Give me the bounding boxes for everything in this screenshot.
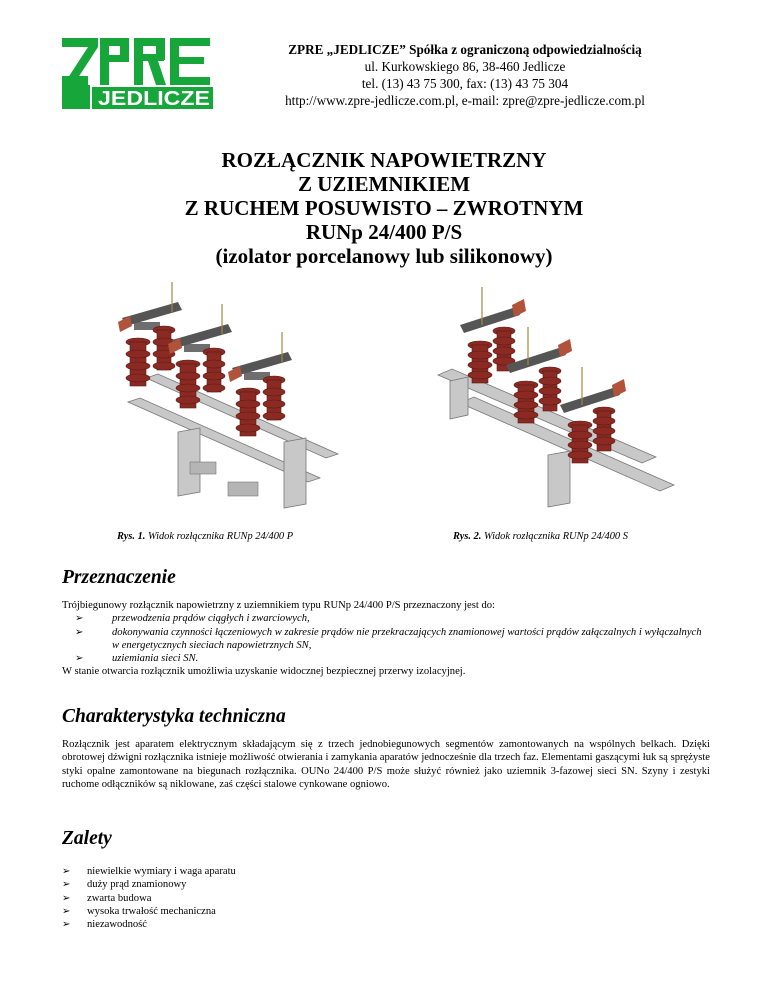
title-line: Z UZIEMNIKIEM	[297, 172, 471, 196]
arrow-bullet-icon: ➢	[62, 879, 71, 891]
purpose-intro: Trójbiegunowy rozłącznik napowietrzny z uziemnikiem typu RUNp 24/400 P/S przeznaczony jest do:	[62, 600, 495, 611]
list-item: ➢ przewodzenia prądów ciągłych i zwarciowych,	[75, 613, 310, 625]
title-line: (izolator porcelanowy lub silikonowy)	[215, 244, 553, 268]
list-item: ➢ duży prąd znamionowy	[62, 879, 187, 891]
company-logo	[62, 36, 214, 110]
figure-switch-s	[420, 285, 710, 510]
figure-2-text: Widok rozłącznika RUNp 24/400 S	[484, 531, 628, 542]
list-item: ➢ niezawodność	[62, 919, 148, 931]
arrow-bullet-icon: ➢	[75, 653, 84, 665]
list-item: ➢ niewielkie wymiary i waga aparatu	[62, 866, 236, 877]
figure-2-caption	[453, 531, 628, 542]
arrow-bullet-icon: ➢	[62, 892, 71, 904]
arrow-bullet-icon: ➢	[75, 613, 84, 625]
list-item: ➢ zwarta budowa	[62, 892, 152, 904]
list-item: ➢ uziemiania sieci SN.	[75, 653, 199, 665]
technical-text: Rozłącznik jest aparatem elektrycznym składającym się z trzech jednobiegunowych segmentów zamontowanych na wspólnych belkach. Dzięki obrotowej dźwigni rozłącznika istnieje możliwość otwierania i zamykania aparatów jednocześnie dla trzech faz. Elementami gaszącymi łuk są sprężyste styki opalne zamontowane na biegunach rozłącznika. OUNo 24/400 P/S może służyć również jako uziemnik 3-fazowej sieci SN. Szyny i zestyki ruchome odłączników są niklowane, zaś części stalowe cynkowane ogniowo.	[62, 739, 710, 790]
company-info	[230, 41, 700, 109]
company-name: ZPRE „JEDLICZE” Spółka z ograniczoną odpowiedzialnością	[288, 42, 642, 57]
advantages-list	[62, 865, 710, 931]
purpose-section	[62, 599, 710, 679]
section-heading-purpose: Przeznaczenie	[62, 567, 176, 588]
purpose-list	[62, 612, 710, 665]
company-phone: tel. (13) 43 75 300, fax: (13) 43 75 304	[361, 76, 569, 91]
figure-switch-p	[108, 282, 360, 514]
logo-subtext: JEDLICZE	[98, 88, 210, 110]
list-item: ➢ dokonywania czynności łączeniowych w zakresie prądów nie przekraczających znamionowej wartości prądów załączalnych i wyłączalnych w energetycznych sieciach napowietrznych SN,	[75, 626, 702, 651]
section-heading-advantages: Zalety	[62, 828, 112, 849]
figure-1-text: Widok rozłącznika RUNp 24/400 P	[148, 531, 294, 542]
figure-1-caption	[117, 531, 293, 542]
arrow-bullet-icon: ➢	[62, 905, 71, 917]
document-title	[0, 148, 768, 268]
section-heading-technical: Charakterystyka techniczna	[62, 706, 286, 727]
arrow-bullet-icon: ➢	[62, 866, 71, 877]
company-web-email: http://www.zpre-jedlicze.com.pl, e-mail: zpre@zpre-jedlicze.com.pl	[285, 93, 645, 108]
advantages-section	[62, 865, 710, 931]
figure-1-label: Rys. 1.	[117, 531, 146, 542]
arrow-bullet-icon: ➢	[62, 919, 71, 931]
company-address: ul. Kurkowskiego 86, 38-460 Jedlicze	[364, 59, 566, 74]
title-line: Z RUCHEM POSUWISTO – ZWROTNYM	[184, 196, 584, 220]
purpose-outro: W stanie otwarcia rozłącznik umożliwia uzyskanie widocznej bezpiecznej przerwy izolacyjnej.	[62, 666, 466, 678]
title-line: RUNp 24/400 P/S	[305, 220, 463, 244]
figure-2-label: Rys. 2.	[453, 531, 482, 542]
title-line: ROZŁĄCZNIK NAPOWIETRZNY	[221, 148, 547, 172]
arrow-bullet-icon: ➢	[75, 626, 84, 638]
list-item: ➢ wysoka trwałość mechaniczna	[62, 905, 216, 917]
